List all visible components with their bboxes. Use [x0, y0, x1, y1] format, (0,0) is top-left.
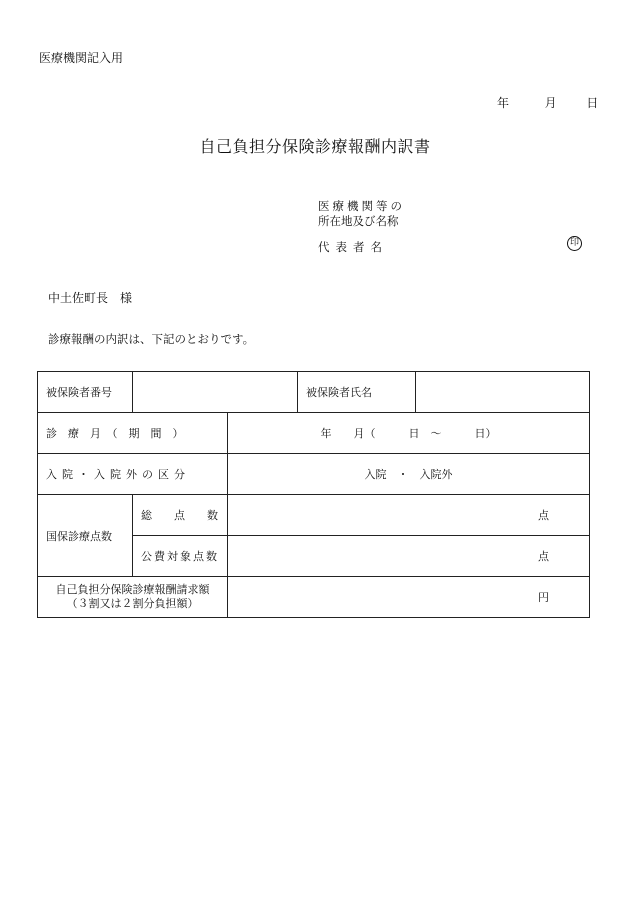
- claim-amount-label-line-1: 自己負担分保険診療報酬請求額: [55, 583, 210, 596]
- date-line: [497, 94, 598, 111]
- insured-name-field[interactable]: [416, 372, 590, 413]
- total-points-field[interactable]: 点: [228, 495, 590, 536]
- inpatient-label: 入院・入院外の区分: [38, 454, 228, 495]
- seal-mark: 印: [567, 236, 582, 251]
- insured-number-field[interactable]: [133, 372, 298, 413]
- document-title: 自己負担分保険診療報酬内訳書: [199, 137, 431, 156]
- public-points-label: 公費対象点数: [133, 536, 228, 577]
- table-row: [38, 454, 590, 495]
- date-year: 年: [497, 96, 510, 110]
- intro-text: 診療報酬の内訳は、下記のとおりです。: [48, 332, 255, 346]
- representative-label: 代表者名: [318, 240, 388, 254]
- table-row: [38, 372, 590, 413]
- total-points-label: 総 点 数: [133, 495, 228, 536]
- table-row: [38, 413, 590, 454]
- issuer-block: [318, 199, 405, 229]
- claim-amount-label: [38, 577, 228, 618]
- date-month: 月: [544, 96, 557, 110]
- addressee: 中土佐町長 様: [48, 291, 133, 305]
- claim-amount-label-line-2: （３割又は２割分負担額）: [66, 597, 199, 610]
- issuer-line-1: 医療機関等の: [318, 199, 405, 213]
- treatment-month-label: 診 療 月 （ 期 間 ）: [38, 413, 228, 454]
- inpatient-field[interactable]: 入院 ・ 入院外: [228, 454, 590, 495]
- usage-note: 医療機関記入用: [39, 51, 124, 65]
- table-row: [38, 577, 590, 618]
- date-day: 日: [586, 96, 599, 110]
- claim-form-table: [37, 371, 590, 618]
- insured-name-label: 被保険者氏名: [298, 372, 416, 413]
- claim-amount-field[interactable]: 円: [228, 577, 590, 618]
- public-points-field[interactable]: 点: [228, 536, 590, 577]
- table-row: [38, 495, 590, 536]
- issuer-line-2: 所在地及び名称: [318, 214, 399, 228]
- insured-number-label: 被保険者番号: [38, 372, 133, 413]
- treatment-month-field[interactable]: 年 月（ 日 〜 日）: [228, 413, 590, 454]
- points-group-label: 国保診療点数: [38, 495, 133, 577]
